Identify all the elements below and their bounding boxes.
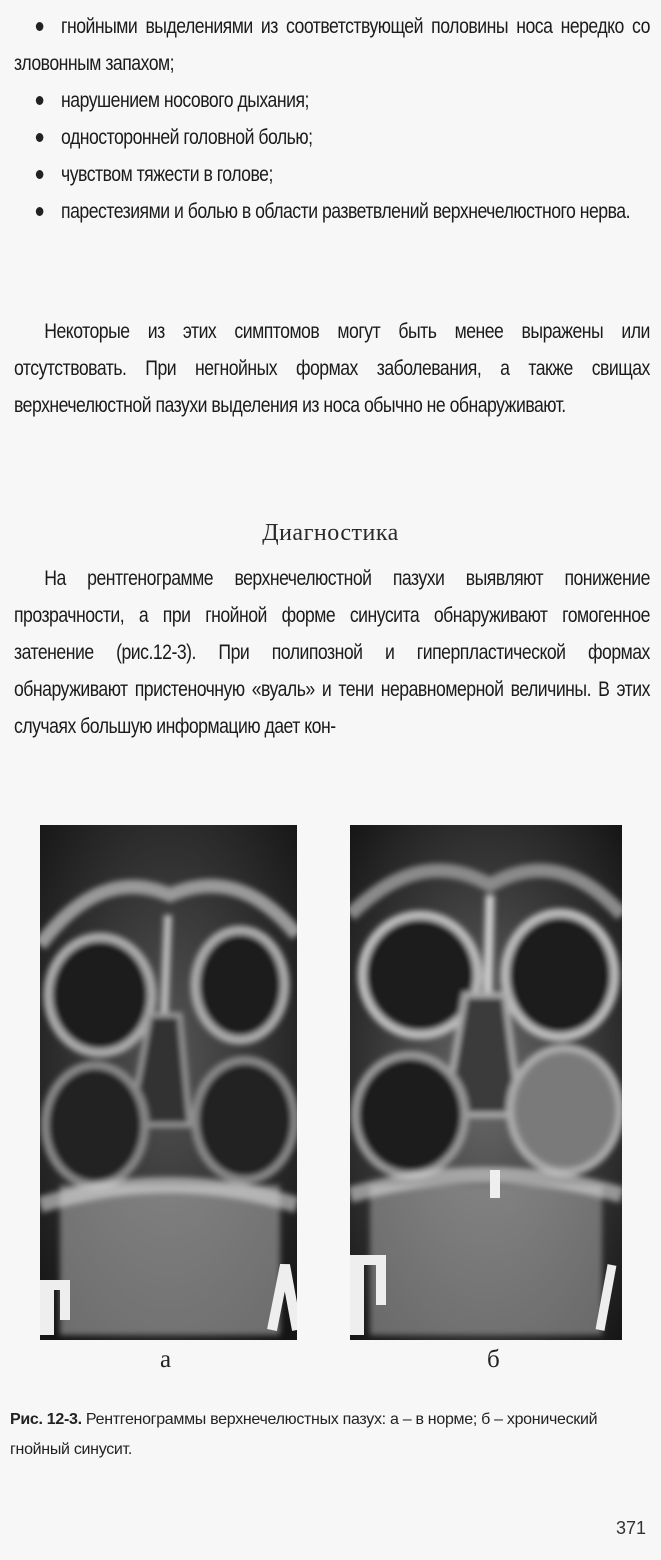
figure-panel-label-b: б xyxy=(487,1346,500,1373)
figure-panel-label-a: а xyxy=(160,1346,172,1373)
symptoms-paragraph: Некоторые из этих симптомов могут быть менее выражены или отсутствовать. При негнойных формах заболевания, а также свищах верхнечелюстной пазухи выделения из носа обычно не обнаруживают. xyxy=(14,320,650,417)
page-number: 371 xyxy=(615,1518,646,1538)
xray-image-normal xyxy=(40,825,297,1340)
figure-caption-text: Рентгенограммы верхнечелюстных пазух: а – в норме; б – хронический гнойный синусит. xyxy=(10,1411,598,1458)
bullet-dot-icon xyxy=(36,133,44,142)
symptom-bullet-list xyxy=(14,8,650,230)
figure-caption-number: Рис. 12-3. xyxy=(10,1411,82,1428)
xray-image-sinusitis xyxy=(350,825,622,1340)
bullet-dot-icon xyxy=(36,22,44,31)
bullet-dot-icon xyxy=(36,170,44,179)
bullet-dot-icon xyxy=(36,207,44,216)
section-heading: Диагностика xyxy=(262,520,399,546)
bullet-item: гнойными выделениями из соответствующей половины носа нередко со зловонным запахом; xyxy=(14,15,650,75)
bullet-item: парестезиями и болью в области разветвлений верхнечелюстного нерва. xyxy=(14,193,650,230)
figure-caption xyxy=(10,1405,650,1465)
bullet-item: чувством тяжести в голове; xyxy=(14,156,650,193)
bullet-item: нарушением носового дыхания; xyxy=(14,82,650,119)
diagnostics-paragraph: На рентгенограмме верхнечелюстной пазухи выявляют понижение прозрачности, а при гнойной форме синусита обнаруживают гомогенное затенение (рис.12-3). При полипозной и гиперпластической формах обнаруживают пристеночную «вуаль» и тени неравномерной величины. В этих случаях большую информацию дает кон- xyxy=(14,567,650,738)
bullet-item: односторонней головной болью; xyxy=(14,119,650,156)
bullet-dot-icon xyxy=(36,96,44,105)
